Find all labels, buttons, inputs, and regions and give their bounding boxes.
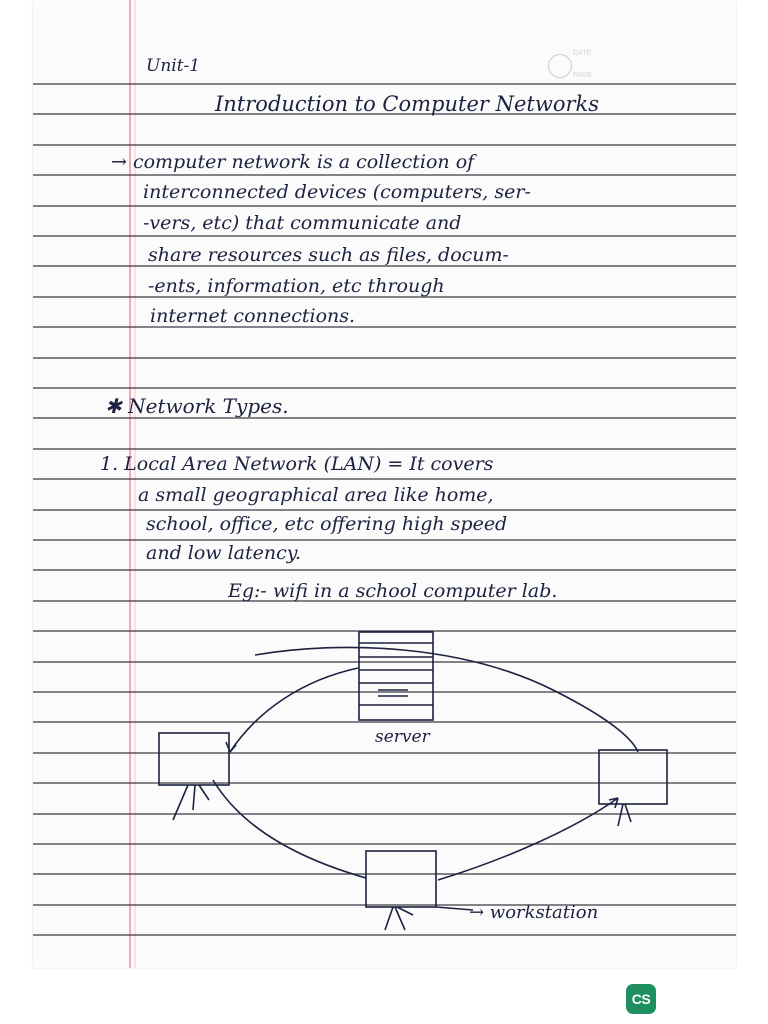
notebook-page xyxy=(33,0,736,968)
lan-line: and low latency. xyxy=(146,542,301,564)
example-line: Eg:- wifi in a school computer lab. xyxy=(228,580,558,602)
definition-line: internet connections. xyxy=(150,305,356,327)
lan-line: a small geographical area like home, xyxy=(138,484,494,506)
date-label: DATE xyxy=(573,50,592,57)
camscanner-logo xyxy=(626,984,656,1014)
server-label: server xyxy=(375,727,430,747)
lan-line: school, office, etc offering high speed xyxy=(146,513,508,535)
page-label: PAGE xyxy=(573,72,592,79)
workstation-label: → workstation xyxy=(469,902,599,923)
workstation-bottom-icon xyxy=(366,851,436,930)
definition-line: → computer network is a collection of xyxy=(111,151,475,173)
lan-diagram xyxy=(33,0,736,968)
unit-heading: Unit-1 xyxy=(146,56,201,76)
page-title: Introduction to Computer Networks xyxy=(215,92,599,116)
workstation-left-icon xyxy=(159,733,229,820)
network-types-heading: ✱ Network Types. xyxy=(105,394,289,418)
definition-line: share resources such as files, docum- xyxy=(148,244,509,266)
server-icon xyxy=(359,632,433,720)
lan-line: 1. Local Area Network (LAN) = It covers xyxy=(100,453,494,475)
definition-line: -vers, etc) that communicate and xyxy=(143,212,462,234)
workstation-right-icon xyxy=(599,750,667,826)
definition-line: interconnected devices (computers, ser- xyxy=(143,181,531,203)
definition-line: -ents, information, etc through xyxy=(148,275,445,297)
camscanner-logo-text: CS xyxy=(631,991,651,1007)
